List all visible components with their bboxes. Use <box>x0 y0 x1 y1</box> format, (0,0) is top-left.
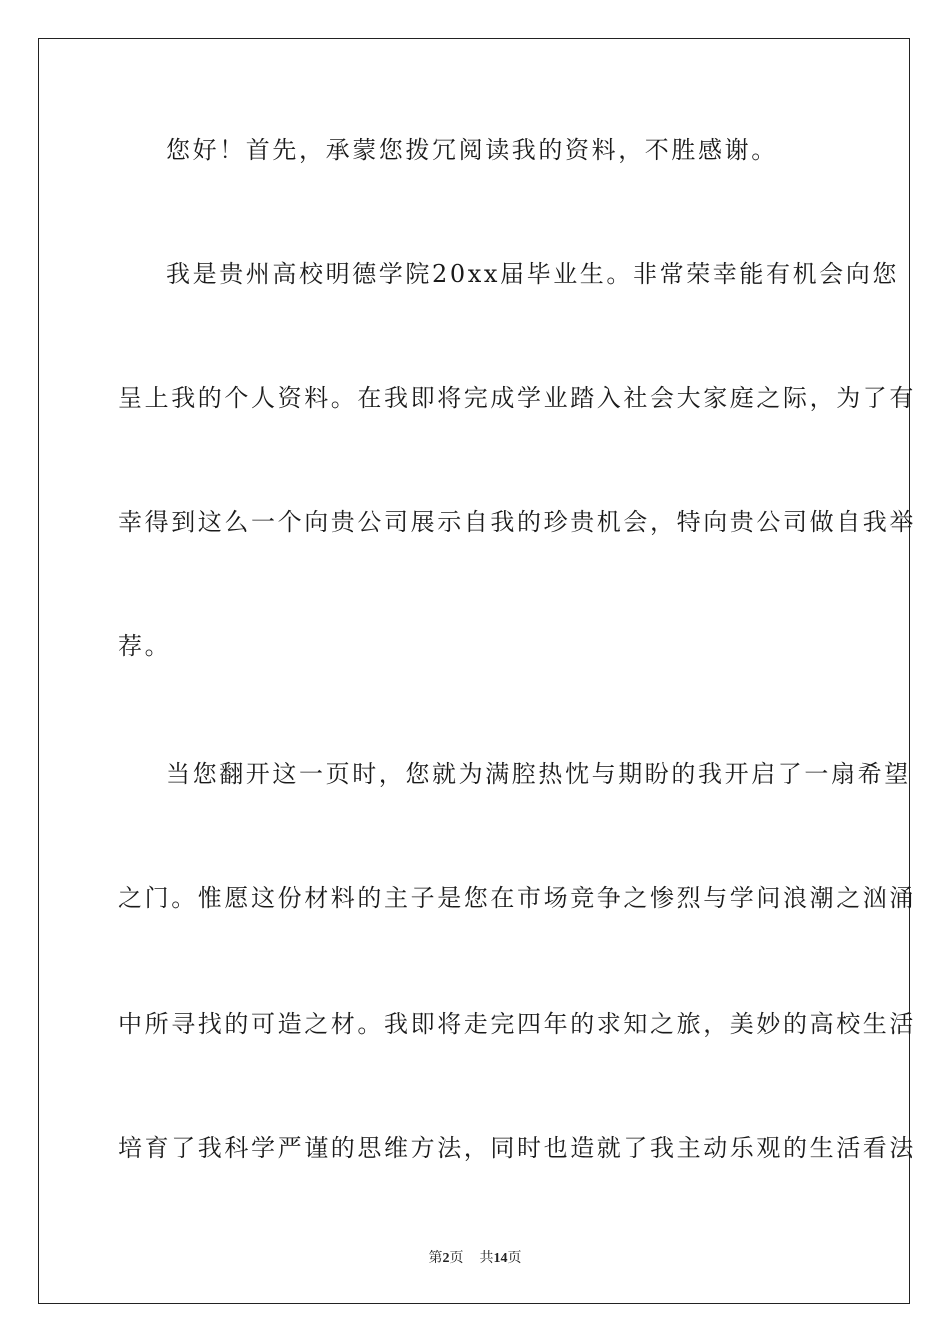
paragraph-line: 幸得到这么一个向贵公司展示自我的珍贵机会，特向贵公司做自我举 <box>118 508 916 536</box>
paragraph-line: 呈上我的个人资料。在我即将完成学业踏入社会大家庭之际，为了有 <box>118 384 916 412</box>
page-prefix: 第 <box>428 1250 443 1266</box>
page-footer <box>0 1249 950 1268</box>
total-pages-indicator <box>480 1250 522 1266</box>
page-indicator <box>429 1250 464 1266</box>
paragraph-line: 当您翻开这一页时，您就为满腔热忱与期盼的我开启了一扇希望 <box>166 760 911 788</box>
total-pages: 14 <box>493 1251 508 1266</box>
total-prefix: 共 <box>479 1250 494 1266</box>
page-number: 2 <box>442 1251 450 1266</box>
paragraph-line: 您好！首先，承蒙您拨冗阅读我的资料，不胜感谢。 <box>166 136 778 164</box>
paragraph-line: 中所寻找的可造之材。我即将走完四年的求知之旅，美妙的高校生活 <box>118 1010 916 1038</box>
paragraph-line: 我是贵州高校明德学院20xx届毕业生。非常荣幸能有机会向您 <box>166 260 900 288</box>
total-suffix: 页 <box>507 1250 522 1266</box>
paragraph-line: 之门。惟愿这份材料的主子是您在市场竞争之惨烈与学问浪潮之汹涌 <box>118 884 916 912</box>
paragraph-line: 培育了我科学严谨的思维方法，同时也造就了我主动乐观的生活看法 <box>118 1134 916 1162</box>
paragraph-line: 荐。 <box>118 632 172 660</box>
page-border <box>38 38 916 1304</box>
page-suffix: 页 <box>449 1250 464 1266</box>
